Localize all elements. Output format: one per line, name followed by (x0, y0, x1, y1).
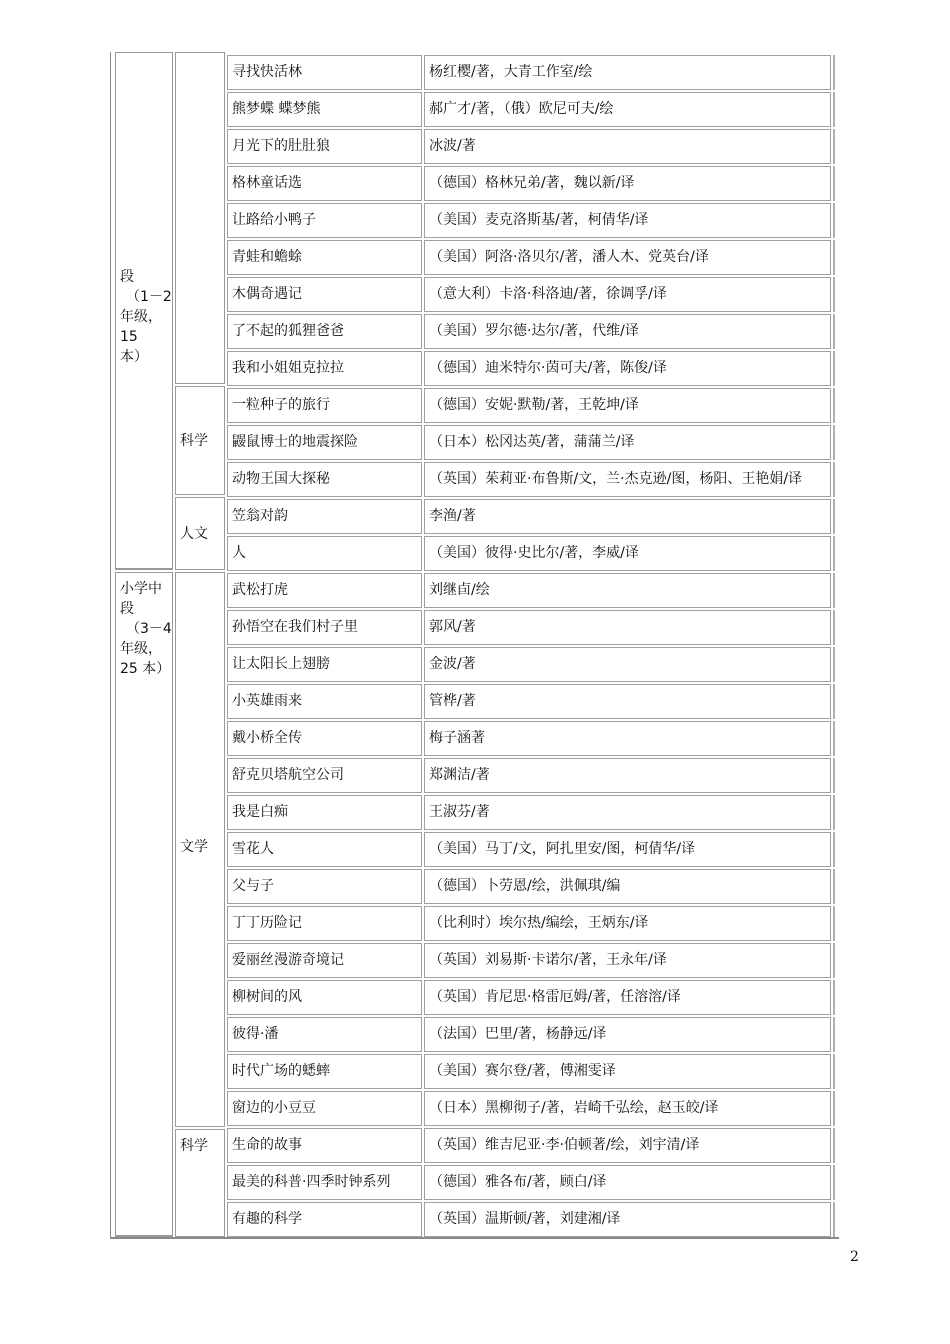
table-row (227, 351, 835, 386)
category-science-low (175, 386, 225, 495)
row-edge (831, 795, 835, 830)
row-edge (831, 536, 835, 571)
category-label: 文学 (180, 839, 208, 855)
grade-label-line: （1－2 (126, 289, 172, 305)
book-title: 了不起的狐狸爸爸 (227, 314, 422, 349)
row-edge (831, 832, 835, 867)
table-row (227, 499, 835, 534)
book-author: （日本）松冈达英/著，蒲蒲兰/译 (424, 425, 831, 460)
book-title: 有趣的科学 (227, 1202, 422, 1237)
table-row (227, 1017, 835, 1052)
book-title: 柳树间的风 (227, 980, 422, 1015)
row-edge (831, 906, 835, 941)
book-title: 武松打虎 (227, 573, 422, 608)
book-author: （英国）肯尼思·格雷厄姆/著，任溶溶/译 (424, 980, 831, 1015)
table-row (227, 92, 835, 127)
book-title: 父与子 (227, 869, 422, 904)
row-edge (831, 351, 835, 386)
book-author: （美国）罗尔德·达尔/著，代维/译 (424, 314, 831, 349)
book-author: 梅子涵著 (424, 721, 831, 756)
table-row (227, 240, 835, 275)
table-row (227, 832, 835, 867)
row-edge (831, 499, 835, 534)
row-edge (831, 1054, 835, 1089)
row-edge (831, 314, 835, 349)
book-author: （英国）维吉尼亚·李·伯顿著/绘，刘宇清/译 (424, 1128, 831, 1163)
book-author: 杨红樱/著，大青工作室/绘 (424, 55, 831, 90)
grade-label-line: 段 (120, 601, 134, 617)
row-edge (831, 721, 835, 756)
book-author: 刘继卣/绘 (424, 573, 831, 608)
book-author: 李渔/著 (424, 499, 831, 534)
table-row (227, 462, 835, 497)
row-edge (831, 425, 835, 460)
grade-label-line: 本） (120, 349, 148, 365)
row-edge (831, 1202, 835, 1237)
grade-label-line: 25 本） (120, 661, 171, 677)
book-title: 时代广场的蟋蟀 (227, 1054, 422, 1089)
book-author: （美国）赛尔登/著，傅湘雯译 (424, 1054, 831, 1089)
row-edge (831, 240, 835, 275)
book-author: （英国）温斯顿/著，刘建湘/译 (424, 1202, 831, 1237)
book-author: （德国）卜劳恩/绘，洪佩琪/编 (424, 869, 831, 904)
book-title: 青蛙和蟾蜍 (227, 240, 422, 275)
category-science-middle (175, 1129, 225, 1237)
table-row (227, 1128, 835, 1163)
book-title: 月光下的肚肚狼 (227, 129, 422, 164)
table-row (227, 55, 835, 90)
table-row (227, 610, 835, 645)
reading-list-table (110, 52, 839, 1239)
book-author: 郭风/著 (424, 610, 831, 645)
book-title: 我和小姐姐克拉拉 (227, 351, 422, 386)
book-author: （比利时）埃尔热/编绘，王炳东/译 (424, 906, 831, 941)
row-edge (831, 758, 835, 793)
book-author: （意大利）卡洛·科洛迪/著，徐调孚/译 (424, 277, 831, 312)
category-literature-middle (175, 572, 225, 1127)
book-title: 丁丁历险记 (227, 906, 422, 941)
table-row (227, 795, 835, 830)
table-row (227, 425, 835, 460)
book-title: 格林童话选 (227, 166, 422, 201)
book-title: 一粒种子的旅行 (227, 388, 422, 423)
row-edge (831, 277, 835, 312)
table-row (227, 536, 835, 571)
table-row (227, 869, 835, 904)
table-row (227, 1054, 835, 1089)
row-edge (831, 1091, 835, 1126)
book-author: （日本）黑柳彻子/著，岩崎千弘绘，赵玉皎/译 (424, 1091, 831, 1126)
table-row (227, 573, 835, 608)
book-author: 郑渊洁/著 (424, 758, 831, 793)
grade-label-line: 小学中 (120, 581, 162, 597)
table-row (227, 980, 835, 1015)
row-edge (831, 869, 835, 904)
book-author: （美国）阿洛·洛贝尔/著，潘人木、党英台/译 (424, 240, 831, 275)
book-title: 木偶奇遇记 (227, 277, 422, 312)
book-title: 孙悟空在我们村子里 (227, 610, 422, 645)
book-title: 人 (227, 536, 422, 571)
row-edge (831, 943, 835, 978)
row-edge (831, 1165, 835, 1200)
book-author: 冰波/著 (424, 129, 831, 164)
table-row (227, 943, 835, 978)
book-title: 爱丽丝漫游奇境记 (227, 943, 422, 978)
book-author: （英国）茱莉亚·布鲁斯/文，兰·杰克逊/图，杨阳、王艳娟/译 (424, 462, 831, 497)
grade-group-middle (115, 572, 173, 1237)
table-row (227, 906, 835, 941)
book-author: （德国）迪米特尔·茵可夫/著，陈俊/译 (424, 351, 831, 386)
row-edge (831, 610, 835, 645)
book-title: 小英雄雨来 (227, 684, 422, 719)
table-row (227, 647, 835, 682)
book-author: （美国）麦克洛斯基/著，柯倩华/译 (424, 203, 831, 238)
book-author: 管桦/著 (424, 684, 831, 719)
book-title: 我是白痴 (227, 795, 422, 830)
table-row (227, 758, 835, 793)
table-row (227, 314, 835, 349)
book-author: 王淑芬/著 (424, 795, 831, 830)
category-label: 科学 (180, 1138, 208, 1154)
book-title: 舒克贝塔航空公司 (227, 758, 422, 793)
book-author: 金波/著 (424, 647, 831, 682)
row-edge (831, 92, 835, 127)
row-edge (831, 166, 835, 201)
category-literature-low (175, 52, 225, 384)
category-label: 人文 (180, 526, 208, 542)
row-edge (831, 684, 835, 719)
table-row (227, 1165, 835, 1200)
table-row (227, 129, 835, 164)
book-title: 窗边的小豆豆 (227, 1091, 422, 1126)
grade-label-line: 年级， (120, 641, 162, 657)
book-title: 动物王国大探秘 (227, 462, 422, 497)
book-title: 熊梦蝶 蝶梦熊 (227, 92, 422, 127)
book-title: 彼得·潘 (227, 1017, 422, 1052)
category-humanities-low (175, 497, 225, 570)
row-edge (831, 129, 835, 164)
table-row (227, 388, 835, 423)
row-edge (831, 388, 835, 423)
row-edge (831, 1128, 835, 1163)
book-author: （德国）格林兄弟/著，魏以新/译 (424, 166, 831, 201)
table-row (227, 166, 835, 201)
book-title: 鼹鼠博士的地震探险 (227, 425, 422, 460)
row-edge (831, 980, 835, 1015)
table-row (227, 203, 835, 238)
grade-label-line: （3－4 (126, 621, 172, 637)
grade-group-low (115, 52, 173, 570)
book-title: 戴小桥全传 (227, 721, 422, 756)
book-author: （德国）安妮·默勒/著，王乾坤/译 (424, 388, 831, 423)
page-number: 2 (850, 1249, 859, 1265)
table-row (227, 721, 835, 756)
row-edge (831, 55, 835, 90)
category-label: 科学 (180, 433, 208, 449)
row-edge (831, 1017, 835, 1052)
table-row (227, 684, 835, 719)
book-title: 雪花人 (227, 832, 422, 867)
grade-label-line: 段 (120, 269, 134, 285)
book-author: （德国）雅各布/著，顾白/译 (424, 1165, 831, 1200)
row-edge (831, 647, 835, 682)
book-author: 郝广才/著，（俄）欧尼可夫/绘 (424, 92, 831, 127)
grade-label-line: 年级，15 (120, 309, 162, 345)
book-author: （美国）彼得·史比尔/著，李威/译 (424, 536, 831, 571)
row-edge (831, 203, 835, 238)
table-row (227, 277, 835, 312)
book-title: 生命的故事 (227, 1128, 422, 1163)
table-row (227, 1202, 835, 1237)
book-author: （美国）马丁/文，阿扎里安/图，柯倩华/译 (424, 832, 831, 867)
book-title: 让太阳长上翅膀 (227, 647, 422, 682)
book-title: 最美的科普·四季时钟系列 (227, 1165, 422, 1200)
book-author: （英国）刘易斯·卡诺尔/著，王永年/译 (424, 943, 831, 978)
row-edge (831, 462, 835, 497)
book-title: 让路给小鸭子 (227, 203, 422, 238)
book-author: （法国）巴里/著，杨静远/译 (424, 1017, 831, 1052)
table-row (227, 1091, 835, 1126)
book-title: 笠翁对韵 (227, 499, 422, 534)
row-edge (831, 573, 835, 608)
book-title: 寻找快活林 (227, 55, 422, 90)
